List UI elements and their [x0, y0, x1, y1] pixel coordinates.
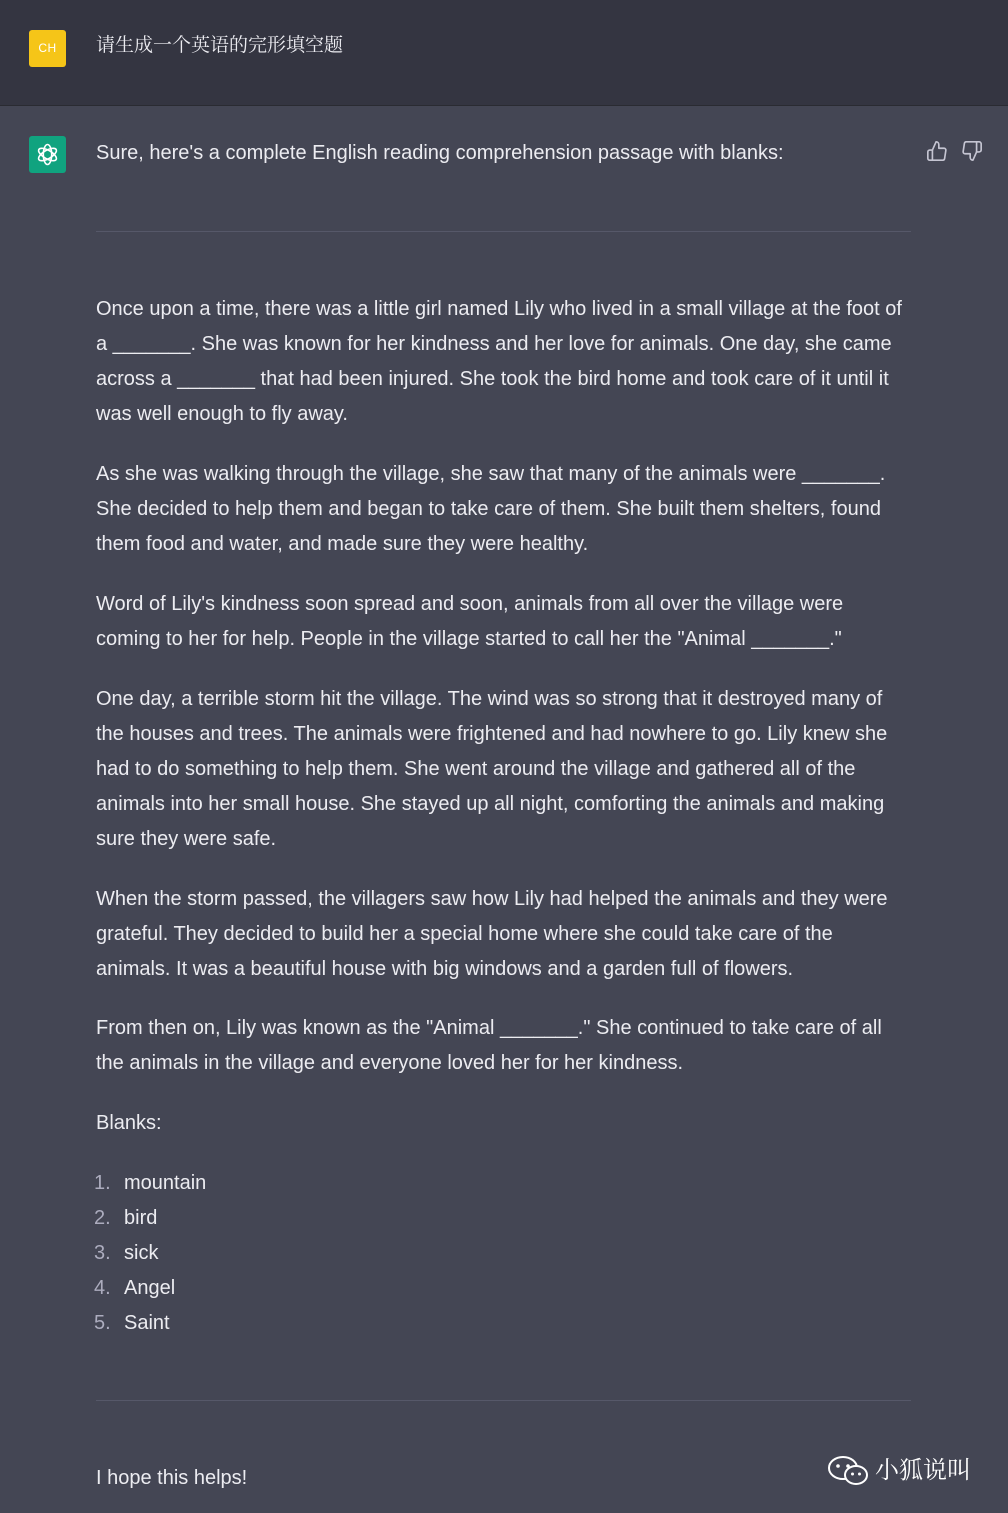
watermark — [827, 1451, 987, 1491]
passage-paragraph: One day, a terrible storm hit the village. The wind was so strong that it destroyed many of the houses and trees. The animals were frightened and had nowhere to go. Lily knew she had to do something to help them. She went around the village and gathered all of the animals into her small house. She stayed up all night, comforting the animals and making sure they were safe. — [96, 688, 888, 850]
divider — [96, 1400, 911, 1401]
user-avatar: CH — [29, 30, 66, 67]
list-item-number: 5. — [94, 1312, 111, 1334]
thumbs-up-button[interactable] — [926, 140, 948, 162]
openai-logo-icon — [35, 142, 60, 167]
list-item-text: sick — [124, 1242, 159, 1264]
list-item — [96, 1236, 206, 1271]
passage-paragraph: Once upon a time, there was a little girl named Lily who lived in a small village at the foot of a _______. She was known for her kindness and her love for animals. One day, she came across a _______ that had been injured. She took the bird home and took care of it until it was well enough to fly away. — [96, 298, 902, 425]
list-item — [96, 1166, 206, 1201]
passage-paragraph: Word of Lily's kindness soon spread and soon, animals from all over the village were coming to her for help. People in the village started to call her the "Animal _______." — [96, 593, 844, 650]
closing-text: I hope this helps! — [96, 1467, 248, 1489]
list-item-number: 4. — [94, 1277, 111, 1299]
thumbs-up-icon — [926, 140, 948, 162]
assistant-message-row — [0, 106, 1008, 1513]
divider — [96, 231, 911, 232]
user-message-row — [0, 0, 1008, 106]
passage-paragraph: When the storm passed, the villagers saw how Lily had helped the animals and they were grateful. They decided to build her a special home where she could take care of the animals. It was a beautiful house with big windows and a garden full of flowers. — [96, 888, 888, 980]
wechat-icon — [827, 1455, 869, 1487]
list-item — [96, 1201, 206, 1236]
list-item-text: Angel — [124, 1277, 176, 1299]
thumbs-down-icon — [961, 140, 983, 162]
list-item-number: 1. — [94, 1172, 111, 1194]
passage-paragraph: As she was walking through the village, she saw that many of the animals were _______. She decided to help them and began to take care of them. She built them shelters, found them food and water, and made sure they were healthy. — [96, 463, 886, 555]
list-item-number: 2. — [94, 1207, 111, 1229]
assistant-intro-text: Sure, here's a complete English reading comprehension passage with blanks: — [96, 142, 784, 164]
list-item-text: bird — [124, 1207, 158, 1229]
answer-list — [96, 1166, 206, 1341]
list-item — [96, 1271, 206, 1306]
watermark-text: 小狐说叫 — [875, 1456, 971, 1484]
list-item-text: mountain — [124, 1172, 207, 1194]
list-item-number: 3. — [94, 1242, 111, 1264]
list-item-text: Saint — [124, 1312, 170, 1334]
user-message-text: 请生成一个英语的完形填空题 — [96, 35, 344, 56]
blanks-heading: Blanks: — [96, 1112, 162, 1134]
chatgpt-avatar — [29, 136, 66, 173]
passage-paragraph: From then on, Lily was known as the "Animal _______." She continued to take care of all the animals in the village and everyone loved her for her kindness. — [96, 1017, 882, 1074]
thumbs-down-button[interactable] — [961, 140, 983, 162]
list-item — [96, 1306, 206, 1341]
